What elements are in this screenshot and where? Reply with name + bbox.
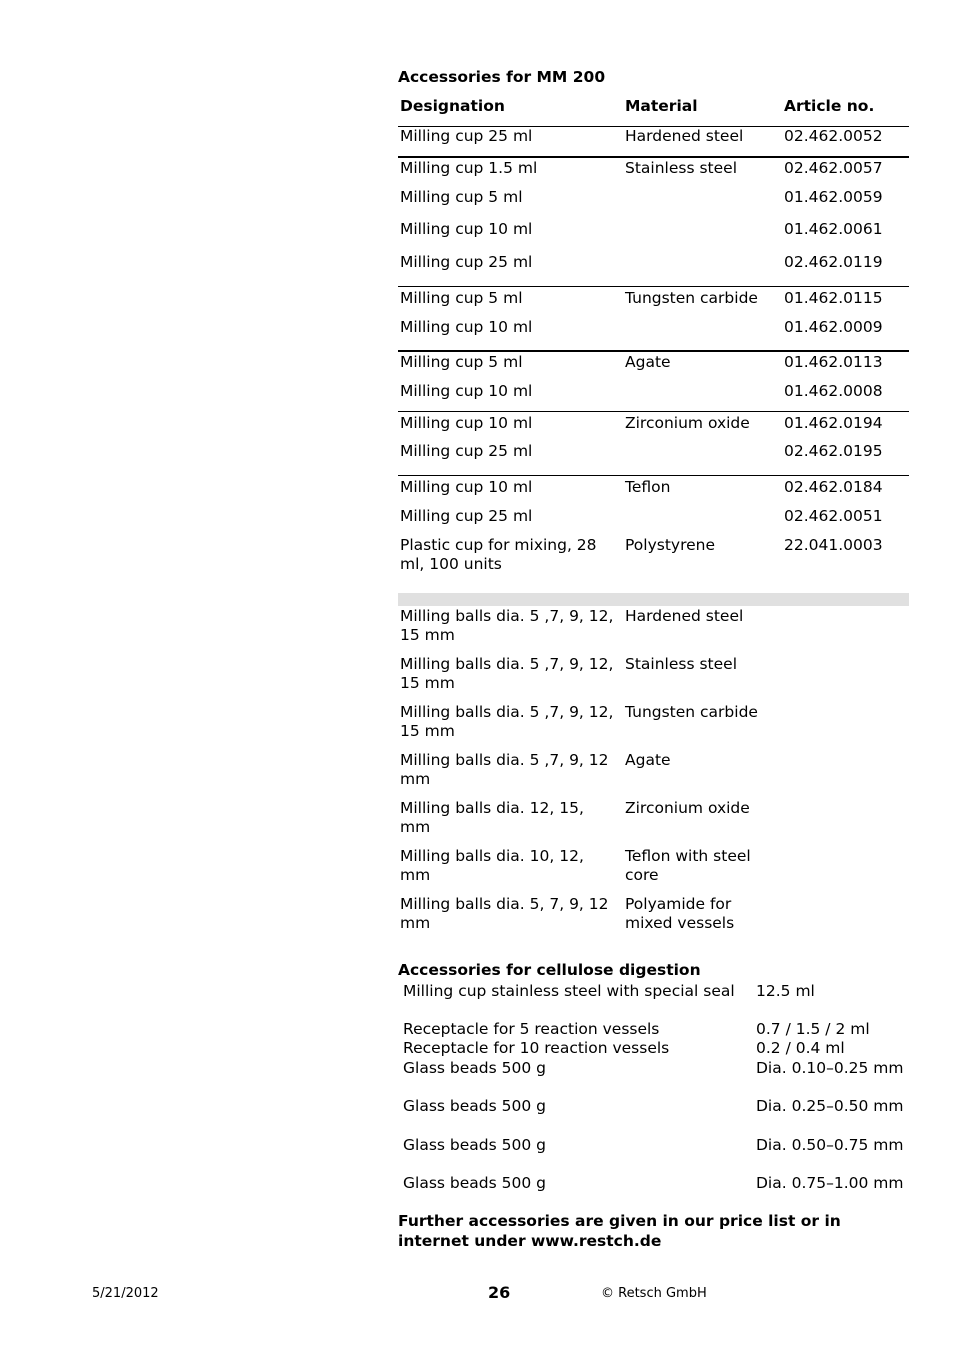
item-value: 12.5 ml xyxy=(756,982,815,1000)
page-number: 26 xyxy=(488,1283,511,1302)
header-material: Material xyxy=(625,97,698,115)
material-cell: Zirconium oxide xyxy=(625,414,750,432)
item-description: Glass beads 500 g xyxy=(403,1097,546,1115)
designation-cell: Milling cup 25 ml xyxy=(400,253,533,271)
divider xyxy=(398,411,909,412)
material-cell: Polystyrene xyxy=(625,536,716,554)
section-separator-band xyxy=(398,593,909,606)
header-designation: Designation xyxy=(400,97,505,115)
item-description: Milling cup stainless steel with special seal xyxy=(403,982,735,1000)
material-cell: Agate xyxy=(625,751,671,769)
material-cell: Teflon xyxy=(625,478,671,496)
divider xyxy=(398,350,909,352)
article-cell: 01.462.0009 xyxy=(784,318,883,336)
designation-cell: Milling cup 5 ml xyxy=(400,188,523,206)
article-cell: 02.462.0051 xyxy=(784,507,883,525)
designation-cell: Milling cup 1.5 ml xyxy=(400,159,538,177)
article-cell: 01.462.0059 xyxy=(784,188,883,206)
designation-cell: Milling cup 10 ml xyxy=(400,382,533,400)
designation-cell: Milling cup 10 ml xyxy=(400,414,533,432)
designation-cell: Milling cup 25 ml xyxy=(400,507,533,525)
footer-date: 5/21/2012 xyxy=(92,1286,159,1301)
article-cell: 02.462.0184 xyxy=(784,478,883,496)
article-cell: 22.041.0003 xyxy=(784,536,883,554)
item-value: Dia. 0.25–0.50 mm xyxy=(756,1097,904,1115)
divider xyxy=(398,475,909,476)
designation-cell: Milling cup 25 ml xyxy=(400,127,533,145)
designation-cell: Plastic cup for mixing, 28 ml, 100 units xyxy=(400,536,597,573)
article-cell: 01.462.0008 xyxy=(784,382,883,400)
material-cell: Tungsten carbide xyxy=(625,289,758,307)
designation-cell: Milling balls dia. 10, 12, mm xyxy=(400,847,584,884)
item-description: Glass beads 500 g xyxy=(403,1059,546,1077)
divider xyxy=(398,286,909,287)
material-cell: Hardened steel xyxy=(625,607,744,625)
further-accessories-note: Further accessories are given in our price list or in internet under www.restch.de xyxy=(398,1212,841,1250)
item-value: 0.2 / 0.4 ml xyxy=(756,1039,845,1057)
designation-cell: Milling cup 5 ml xyxy=(400,289,523,307)
designation-cell: Milling cup 10 ml xyxy=(400,220,533,238)
material-cell: Stainless steel xyxy=(625,655,737,673)
material-cell: Tungsten carbide xyxy=(625,703,758,721)
item-value: Dia. 0.75–1.00 mm xyxy=(756,1174,904,1192)
material-cell: Hardened steel xyxy=(625,127,744,145)
article-cell: 02.462.0052 xyxy=(784,127,883,145)
item-description: Glass beads 500 g xyxy=(403,1174,546,1192)
material-cell: Stainless steel xyxy=(625,159,737,177)
designation-cell: Milling balls dia. 12, 15, mm xyxy=(400,799,584,836)
article-cell: 01.462.0113 xyxy=(784,353,883,371)
material-cell: Agate xyxy=(625,353,671,371)
article-cell: 02.462.0195 xyxy=(784,442,883,460)
designation-cell: Milling balls dia. 5 ,7, 9, 12 mm xyxy=(400,751,609,788)
item-description: Glass beads 500 g xyxy=(403,1136,546,1154)
section-title-mm200: Accessories for MM 200 xyxy=(398,68,606,86)
item-value: Dia. 0.10–0.25 mm xyxy=(756,1059,904,1077)
divider xyxy=(398,156,909,158)
article-cell: 01.462.0061 xyxy=(784,220,883,238)
section-title-cellulose: Accessories for cellulose digestion xyxy=(398,961,701,979)
item-description: Receptacle for 5 reaction vessels xyxy=(403,1020,660,1038)
material-cell: Polyamide for mixed vessels xyxy=(625,895,735,932)
designation-cell: Milling balls dia. 5 ,7, 9, 12, 15 mm xyxy=(400,655,614,692)
material-cell: Teflon with steel core xyxy=(625,847,751,884)
header-article-no: Article no. xyxy=(784,97,875,115)
article-cell: 02.462.0057 xyxy=(784,159,883,177)
designation-cell: Milling cup 10 ml xyxy=(400,478,533,496)
designation-cell: Milling balls dia. 5, 7, 9, 12 mm xyxy=(400,895,609,932)
article-cell: 02.462.0119 xyxy=(784,253,883,271)
footer-copyright: © Retsch GmbH xyxy=(601,1286,707,1301)
article-cell: 01.462.0115 xyxy=(784,289,883,307)
article-cell: 01.462.0194 xyxy=(784,414,883,432)
designation-cell: Milling cup 5 ml xyxy=(400,353,523,371)
designation-cell: Milling balls dia. 5 ,7, 9, 12, 15 mm xyxy=(400,607,614,644)
item-value: 0.7 / 1.5 / 2 ml xyxy=(756,1020,870,1038)
designation-cell: Milling cup 10 ml xyxy=(400,318,533,336)
designation-cell: Milling balls dia. 5 ,7, 9, 12, 15 mm xyxy=(400,703,614,740)
material-cell: Zirconium oxide xyxy=(625,799,750,817)
designation-cell: Milling cup 25 ml xyxy=(400,442,533,460)
item-value: Dia. 0.50–0.75 mm xyxy=(756,1136,904,1154)
item-description: Receptacle for 10 reaction vessels xyxy=(403,1039,670,1057)
